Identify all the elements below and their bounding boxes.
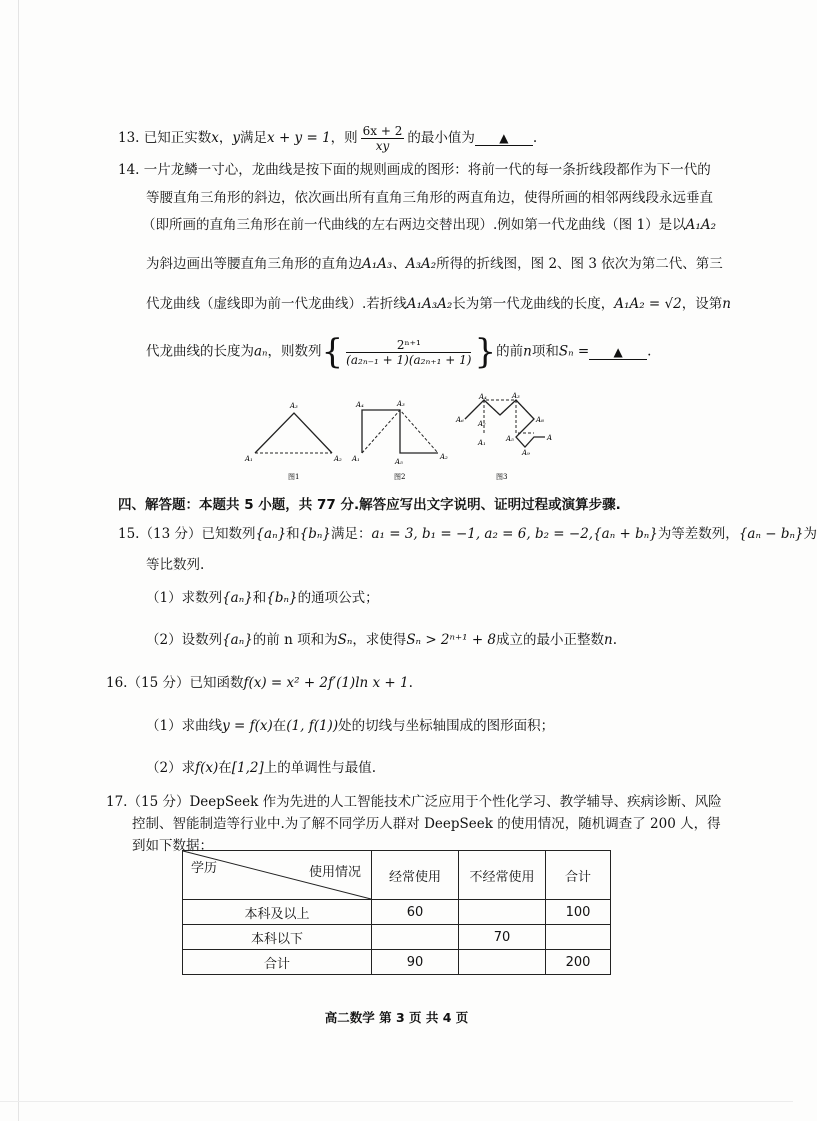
table-corner-cell [183,851,372,900]
q15-text: 的通项公式； [297,590,379,606]
figure-1 [244,402,342,481]
question-14-line5 [146,292,731,312]
table-header-row [183,851,611,900]
q15-text: 为等差数列， [657,526,739,542]
question-14-line6 [146,332,652,372]
corner-diagonal [183,851,371,899]
table-cell [459,900,546,925]
fraction-numerator: 2ⁿ⁺¹ [346,338,471,353]
q15-text: 为 [803,526,817,542]
table-row-label: 本科及以上 [183,900,372,925]
q14-text: 项和 [531,343,559,360]
q14-text: 代龙曲线（虚线即为前一代龙曲线）.若折线 [146,296,407,312]
figure-3 [455,392,552,481]
q14-text: 代龙曲线的长度为 [146,343,254,360]
question-14-line1 [118,158,711,178]
table-header: 合计 [546,851,611,900]
q16-math: f(x) = x² + 2f′(1)ln x + 1 [243,675,409,691]
fig3-caption: 图3 [496,473,508,481]
question-score: （15 分） [127,675,190,691]
fig1-label-a2: A₂ [334,455,342,463]
var-y: y [232,130,241,146]
var-x: x [211,130,219,146]
question-number: 15. [118,526,140,542]
q15-math: {aₙ + bₙ} [593,526,658,542]
q15-text: . [612,632,618,648]
table-cell [459,950,546,975]
q15-math: a₁ = 3, b₁ = −1, a₂ = 6, b₂ = −2, [371,526,594,542]
q15-text: ，求使得 [352,632,407,648]
section-heading: 四、解答题：本题共 5 小题，共 77 分.解答应写出文字说明、证明过程或演算步骤. [118,497,621,513]
question-15-part2 [146,628,617,648]
q15-math: {aₙ − bₙ} [738,526,804,542]
fraction-denominator: (a₂ₙ₋₁ + 1)(a₂ₙ₊₁ + 1) [346,352,472,367]
fig1-caption: 图1 [288,473,300,481]
answer-blank: ▲ [589,345,647,360]
q16-text: （2）求 [146,760,196,776]
q15-text: 成立的最小正整数 [496,632,605,648]
question-14-line3 [142,213,716,233]
q15-text: （1）求数列 [146,590,223,606]
table-cell: 70 [459,925,546,950]
table-row-label: 合计 [183,950,372,975]
question-number: 13. [118,130,140,146]
fig2-label-a3: A₃ [397,400,405,408]
question-15-part1 [146,586,379,606]
table-cell: 200 [546,950,611,975]
left-brace-icon: { [321,332,344,372]
fig3-label-a8: A₈ [536,416,544,424]
q13-condition: x + y = 1 [267,130,331,146]
question-16-part2 [146,756,376,776]
q13-fraction [361,124,405,153]
q14-math: A₁A₃、A₃A₂ [362,256,437,272]
table-cell [372,925,459,950]
q14-text: 长为第一代龙曲线的长度， [452,296,615,312]
fig2-label-a4: A₄ [356,401,364,409]
fig3-label-a1: A₁ [478,439,486,447]
q15-math: {bₙ} [299,526,331,542]
corner-row-label: 学历 [191,861,218,876]
q16-math: (1, f(1)) [286,718,339,734]
question-score: （13 分） [139,526,202,542]
fig3-label-a3: A₃ [512,392,520,400]
q15-text: 和 [252,590,267,606]
q14-text: （即所画的直角三角形在前一代曲线的左右两边交替出现）.例如第一代龙曲线（图 1）是以 [142,217,686,233]
q16-text: . [408,675,413,691]
q14-text: 一片龙鳞一寸心，龙曲线是按下面的规则画成的图形：将前一代的每一条折线段都作为下一代的 [143,162,711,178]
q14-math: Sₙ = [558,343,590,360]
q16-text: 处的切线与坐标轴围成的图形面积； [338,718,555,734]
q15-math: {bₙ} [266,590,298,606]
page-left-edge [18,0,19,1121]
question-number: 17. [106,794,128,810]
fig1-label-a3: A₃ [290,402,298,410]
figure-2 [351,400,448,481]
right-brace-icon: } [474,332,497,372]
q15-text: 已知数列 [201,526,256,542]
question-17-line2: 控制、智能制造等行业中.为了解不同学历人群对 DeepSeek 的使用情况，随机调查了 200 人，得 [132,816,721,832]
fig3-label-a9: A₉ [522,449,530,457]
fig1-label-a1: A₁ [245,455,253,463]
table-row [183,950,611,975]
q16-math: y = f(x) [222,718,273,734]
fig2-caption: 图2 [394,473,406,481]
q16-math: [1,2] [231,760,264,776]
question-number: 14. [118,162,140,178]
q14-text: 为斜边画出等腰直角三角形的直角边 [146,256,362,272]
q13-text: ，则 [330,130,358,146]
corner-col-label: 使用情况 [308,865,361,880]
q15-math: n [604,632,613,648]
question-15-line2: 等比数列. [146,557,205,573]
table-row [183,925,611,950]
q14-text: 的前 [496,343,524,360]
q13-text: 已知正实数 [143,130,212,146]
q14-math: n [722,296,731,312]
table-cell: 60 [372,900,459,925]
fig3-label-a2: A [547,434,553,442]
q13-end: . [532,130,538,146]
q16-text: 上的单调性与最值. [263,760,377,776]
table-header: 不经常使用 [459,851,546,900]
page-footer: 高二数学 第 3 页 共 4 页 [324,1010,469,1025]
q16-text: （1）求曲线 [146,718,223,734]
dragon-curve-figures [240,392,560,485]
q14-text: 等腰直角三角形的斜边，依次画出所有直角三角形的两直角边，使得所画的相邻两线段永远垂直 [146,190,713,206]
q15-text: 和 [286,526,300,542]
q13-text: 的最小值为 [407,130,475,146]
fraction-denominator: xy [375,139,390,153]
q16-text: 在 [272,718,287,734]
q16-text: 在 [218,760,232,776]
table-row [183,900,611,925]
q13-sep: ， [218,130,233,146]
question-17-line1 [106,790,722,810]
question-14-line4 [146,252,723,272]
fraction-numerator: 6x + 2 [362,124,403,138]
q15-math: Sₙ > 2ⁿ⁺¹ + 8 [406,632,497,648]
q14-text: 所得的折线图，图 2、图 3 依次为第二代、第三 [436,256,723,272]
question-15-line1 [118,522,817,542]
table-cell [546,925,611,950]
question-17-line3: 到如下数据： [132,838,213,854]
q14-math: aₙ [254,343,268,360]
table-header: 经常使用 [372,851,459,900]
survey-table [182,850,611,975]
question-number: 16. [106,675,128,691]
q17-text: （15 分）DeepSeek 作为先进的人工智能技术广泛应用于个性化学习、教学辅导、疾病诊断、风险 [127,794,722,810]
q16-text: 已知函数 [189,675,244,691]
q15-math: {aₙ} [222,632,253,648]
q14-math: n [523,343,532,360]
q14-text: ，则数列 [267,343,322,360]
table-row-label: 本科以下 [183,925,372,950]
q15-text: （2）设数列 [146,632,223,648]
table-cell: 100 [546,900,611,925]
fig3-label-a6: A₆ [456,416,464,424]
q15-math: {aₙ} [255,526,287,542]
question-14-line2 [146,186,713,206]
q14-text: ，设第 [681,296,723,312]
fig3-label-a5: A₅ [506,435,514,443]
q15-text: 的前 n 项和为 [252,632,338,648]
q15-text: 满足： [330,526,372,542]
q15-math: {aₙ} [222,590,253,606]
q15-math: Sₙ [337,632,353,648]
q16-math: f(x) [195,760,219,776]
fig3-label-a4: A₄ [479,393,487,401]
fig2-label-a5: A₅ [395,458,403,466]
q14-math: A₁A₂ = √2 [614,296,682,312]
question-13 [118,124,537,153]
q13-text: 满足 [240,130,268,146]
q14-end: . [647,343,652,360]
q14-fraction [346,338,471,367]
fig2-label-a2: A₂ [440,453,448,461]
table-cell: 90 [372,950,459,975]
fig2-label-a1: A₁ [352,455,360,463]
fig3-label-a7: A₇ [478,420,486,428]
page-bottom-edge [0,1101,793,1102]
question-16-part1 [146,714,554,734]
q14-math: A₁A₂ [685,217,716,233]
q14-math: A₁A₃A₂ [406,296,453,312]
question-16 [106,671,413,691]
answer-blank: ▲ [475,131,533,146]
